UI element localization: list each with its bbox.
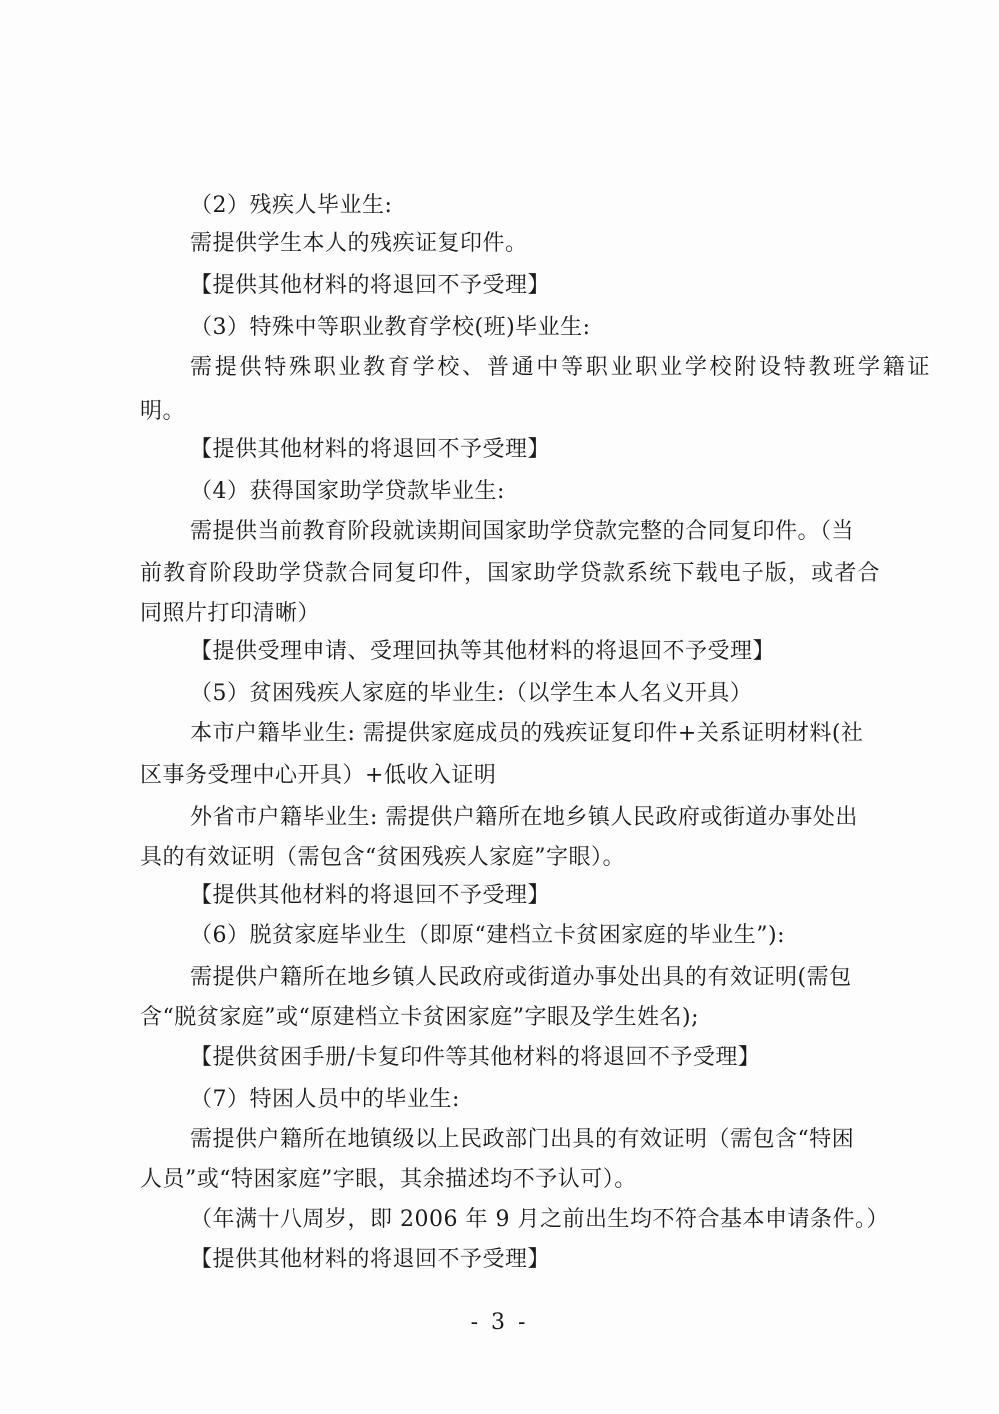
paragraph-line: 【提供其他材料的将退回不予受理】 — [190, 883, 551, 908]
paragraph-line: 人员”或“特困家庭”字眼，其余描述均不予认可）。 — [140, 1167, 637, 1192]
paragraph-line: （3）特殊中等职业教育学校(班)毕业生: — [190, 315, 591, 340]
paragraph-line: 具的有效证明（需包含“贫困残疾人家庭”字眼）。 — [140, 845, 625, 870]
paragraph-line: 前教育阶段助学贷款合同复印件，国家助学贷款系统下载电子版，或者合 — [140, 561, 880, 586]
paragraph-line: 【提供受理申请、受理回执等其他材料的将退回不予受理】 — [190, 639, 776, 664]
paragraph-line: 本市户籍毕业生: 需提供家庭成员的残疾证复印件+关系证明材料(社 — [190, 721, 864, 746]
paragraph-line: （7）特困人员中的毕业生: — [190, 1087, 460, 1112]
paragraph-line: 外省市户籍毕业生: 需提供户籍所在地乡镇人民政府或街道办事处出 — [190, 805, 858, 830]
paragraph-line: 区事务受理中心开具）+低收入证明 — [140, 763, 497, 788]
paragraph-line: 明。 — [140, 399, 186, 424]
paragraph-line: （5）贫困残疾人家庭的毕业生:（以学生本人名义开具） — [190, 681, 753, 706]
paragraph-line: 需提供特殊职业教育学校、普通中等职业职业学校附设特教班学籍证 — [190, 355, 930, 380]
paragraph-line: 需提供户籍所在地镇级以上民政部门出具的有效证明（需包含“特困 — [190, 1127, 855, 1152]
paragraph-line: 【提供其他材料的将退回不予受理】 — [190, 437, 551, 462]
paragraph-line: （4）获得国家助学贷款毕业生: — [190, 479, 505, 504]
page-number: - 3 - — [470, 1310, 529, 1335]
paragraph-line: 【提供其他材料的将退回不予受理】 — [190, 1247, 551, 1272]
paragraph-line: 【提供贫困手册/卡复印件等其他材料的将退回不予受理】 — [190, 1045, 761, 1070]
paragraph-line: 【提供其他材料的将退回不予受理】 — [190, 273, 551, 298]
paragraph-line: （年满十八周岁，即 2006 年 9 月之前出生均不符合基本申请条件。） — [190, 1207, 889, 1232]
paragraph-line: 需提供当前教育阶段就读期间国家助学贷款完整的合同复印件。（当 — [190, 519, 855, 544]
paragraph-line: 需提供户籍所在地乡镇人民政府或街道办事处出具的有效证明(需包 — [190, 965, 852, 990]
paragraph-line: 同照片打印清晰） — [140, 601, 321, 626]
paragraph-line: （2）残疾人毕业生: — [190, 193, 393, 218]
paragraph-line: 需提供学生本人的残疾证复印件。 — [190, 231, 528, 256]
paragraph-line: （6）脱贫家庭毕业生（即原“建档立卡贫困家庭的毕业生”): — [190, 923, 785, 948]
paragraph-line: 含“脱贫家庭”或“原建档立卡贫困家庭”字眼及学生姓名); — [140, 1005, 699, 1030]
